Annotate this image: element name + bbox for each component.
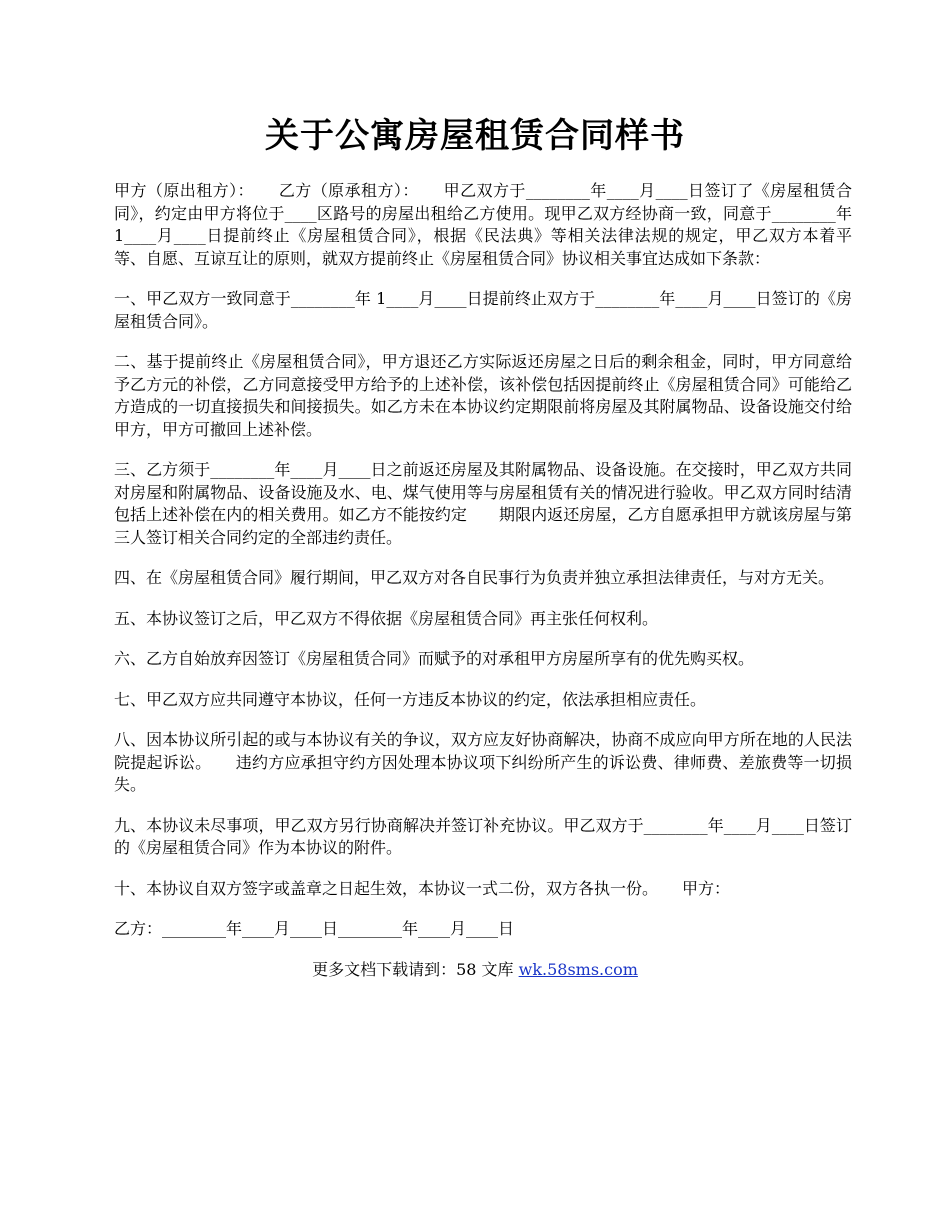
document-body [114,180,852,981]
clause-10: 十、本协议自双方签字或盖章之日起生效，本协议一式二份，双方各执一份。 甲方： [114,878,731,898]
clause-5: 五、本协议签订之后，甲乙双方不得依据《房屋租赁合同》再主张任何权利。 [114,608,659,628]
document-title: 关于公寓房屋租赁合同样书 [265,116,685,156]
footer-text: 更多文档下载请到：58 文库 [312,959,519,979]
clause-6: 六、乙方自始放弃因签订《房屋租赁合同》而赋予的对承租甲方房屋所享有的优先购买权。 [114,649,755,668]
clause-3: 三、乙方须于________年____月____日之前返还房屋及其附属物品、设备设施。在交接时，甲乙双方共同对房屋和附属物品、设备设施及水、电、煤气使用等与房屋租赁有关的情况进行验收。甲乙双方同时结清包括上述补偿在内的相关费用。如乙方不能按约定 期限内返还房屋，乙方自愿承担甲方就该房屋与第三人签订相关合同约定的全部违约责任。 [114,460,852,547]
clause-7: 七、甲乙双方应共同遵守本协议，任何一方违反本协议的约定，依法承担相应责任。 [114,689,707,709]
clause-4: 四、在《房屋租赁合同》履行期间，甲乙双方对各自民事行为负责并独立承担法律责任，与对方无关。 [114,568,835,587]
clause-1: 一、甲乙双方一致同意于________年 1____月____日提前终止双方于________年____月____日签订的《房屋租赁合同》。 [114,289,852,331]
clause-9: 九、本协议未尽事项，甲乙双方另行协商解决并签订补充协议。甲乙双方于________年____月____日签订的《房屋租赁合同》作为本协议的附件。 [114,815,852,857]
download-footer [114,959,836,981]
intro-paragraph: 甲方（原出租方）： 乙方（原承租方）： 甲乙双方于________年____月____日签订了《房屋租赁合同》，约定由甲方将位于____区路号的房屋出租给乙方使用。现甲乙双方经协商一致，同意于________年 1____月____日提前终止《房屋租赁合同》，根据《民法典》等相关法律法规的规定，甲乙双方本着平等、自愿、互谅互让的原则，就双方提前终止《房屋租赁合同》协议相关事宜达成如下条款： [114,181,852,268]
clause-8: 八、因本协议所引起的或与本协议有关的争议，双方应友好协商解决，协商不成应向甲方所在地的人民法院提起诉讼。 违约方应承担守约方因处理本协议项下纠纷所产生的诉讼费、律师费、差旅费等一切损失。 [114,730,852,794]
footer-link[interactable]: wk.58sms.com [518,959,638,979]
signature-line: 乙方：________年____月____日________年____月____日 [114,919,515,938]
clause-2: 二、基于提前终止《房屋租赁合同》，甲方退还乙方实际返还房屋之日后的剩余租金，同时，甲方同意给予乙方元的补偿，乙方同意接受甲方给予的上述补偿，该补偿包括因提前终止《房屋租赁合同》可能给乙方造成的一切直接损失和间接损失。如乙方未在本协议约定期限前将房屋及其附属物品、设备设施交付给甲方，甲方可撤回上述补偿。 [114,352,852,439]
